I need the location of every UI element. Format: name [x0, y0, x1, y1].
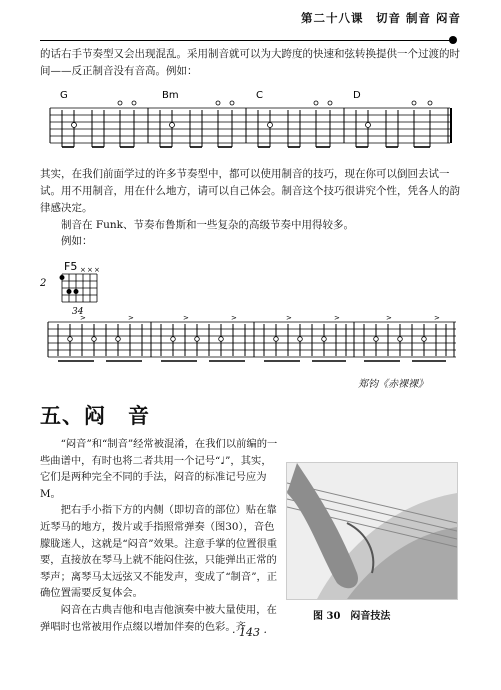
paragraph-funk: 制音在 Funk、节奏布鲁斯和一些复杂的高级节奏中用得较多。: [61, 219, 355, 231]
chord-label-c: C: [256, 90, 263, 101]
chord-label-bm: Bm: [162, 90, 179, 101]
svg-text:×: ×: [87, 266, 93, 274]
svg-text:>: >: [183, 314, 189, 322]
svg-text:×: ×: [80, 266, 86, 274]
section-body: [40, 436, 280, 635]
paragraph-explanation: 其实，在我们前面学过的许多节奏型中，都可以使用制音的技巧，现在你可以倒回去试一试。用不用制音，用在什么地方，请可以自己体会。制音这个技巧很讲究个性，凭各人的韵律感决定。: [40, 168, 460, 214]
tab-staff-2: [36, 250, 466, 372]
svg-text:>: >: [286, 314, 292, 322]
svg-text:>: >: [128, 314, 134, 322]
chord-diagram-label: F5: [64, 260, 78, 273]
tab-staff-1: [40, 86, 460, 164]
svg-text:×: ×: [94, 266, 100, 274]
svg-text:>: >: [434, 314, 440, 322]
section-title: 五、闷 音: [40, 403, 150, 428]
body-paragraph-2: 把右手小指下方的内侧（即切音的部位）贴在靠近琴马的地方，拨片或手指照常弹奏（图30），音色朦胧迷人，这就是“闷音”效果。注意手掌的位置很重要，直接放在琴马上就不能闷住弦，只能弹出正常的琴声；离琴马太远弦又不能发声，变成了“制音”，正确位置需要反复体会。: [40, 504, 278, 600]
body-paragraph-3: 闷音在古典吉他和电吉他演奏中被大量使用，在弹唱时也常被用作点缀以增加伴奏的色彩。齐: [40, 603, 277, 633]
paragraph-intro: 的话右手节奏型又会出现混乱。采用制音就可以为大跨度的快速和弦转换提供一个过渡的时间——反正制音没有音高。例如：: [40, 48, 460, 77]
header-rule: [40, 40, 453, 41]
figure-caption: 图 30 闷音技法: [313, 611, 391, 622]
chord-label-g: G: [60, 90, 68, 101]
header-dot: [449, 36, 457, 44]
chord-finger-numbers: 34: [72, 307, 84, 317]
body-paragraph-1: “闷音”和“制音”经常被混淆，在我们以前编的一些曲谱中，有时也将二者共用一个记号“♩”，其实，它们是两种完全不同的手法，闷音的标准记号应为 M。: [40, 438, 278, 500]
svg-text:>: >: [334, 314, 340, 322]
svg-text:>: >: [386, 314, 392, 322]
running-header: 第二十八课 切音 制音 闷音: [300, 11, 461, 25]
paragraph-example-label: 例如：: [61, 235, 93, 247]
song-attribution: 郑钧《赤裸裸》: [358, 379, 428, 390]
chord-fret-number: 2: [40, 278, 47, 289]
page-number: · 143 ·: [232, 626, 267, 639]
figure-photo: [286, 462, 458, 600]
svg-text:>: >: [231, 314, 237, 322]
chord-label-d: D: [353, 90, 361, 101]
svg-text:>: >: [80, 314, 86, 322]
palm-mute-illustration: [287, 463, 457, 599]
